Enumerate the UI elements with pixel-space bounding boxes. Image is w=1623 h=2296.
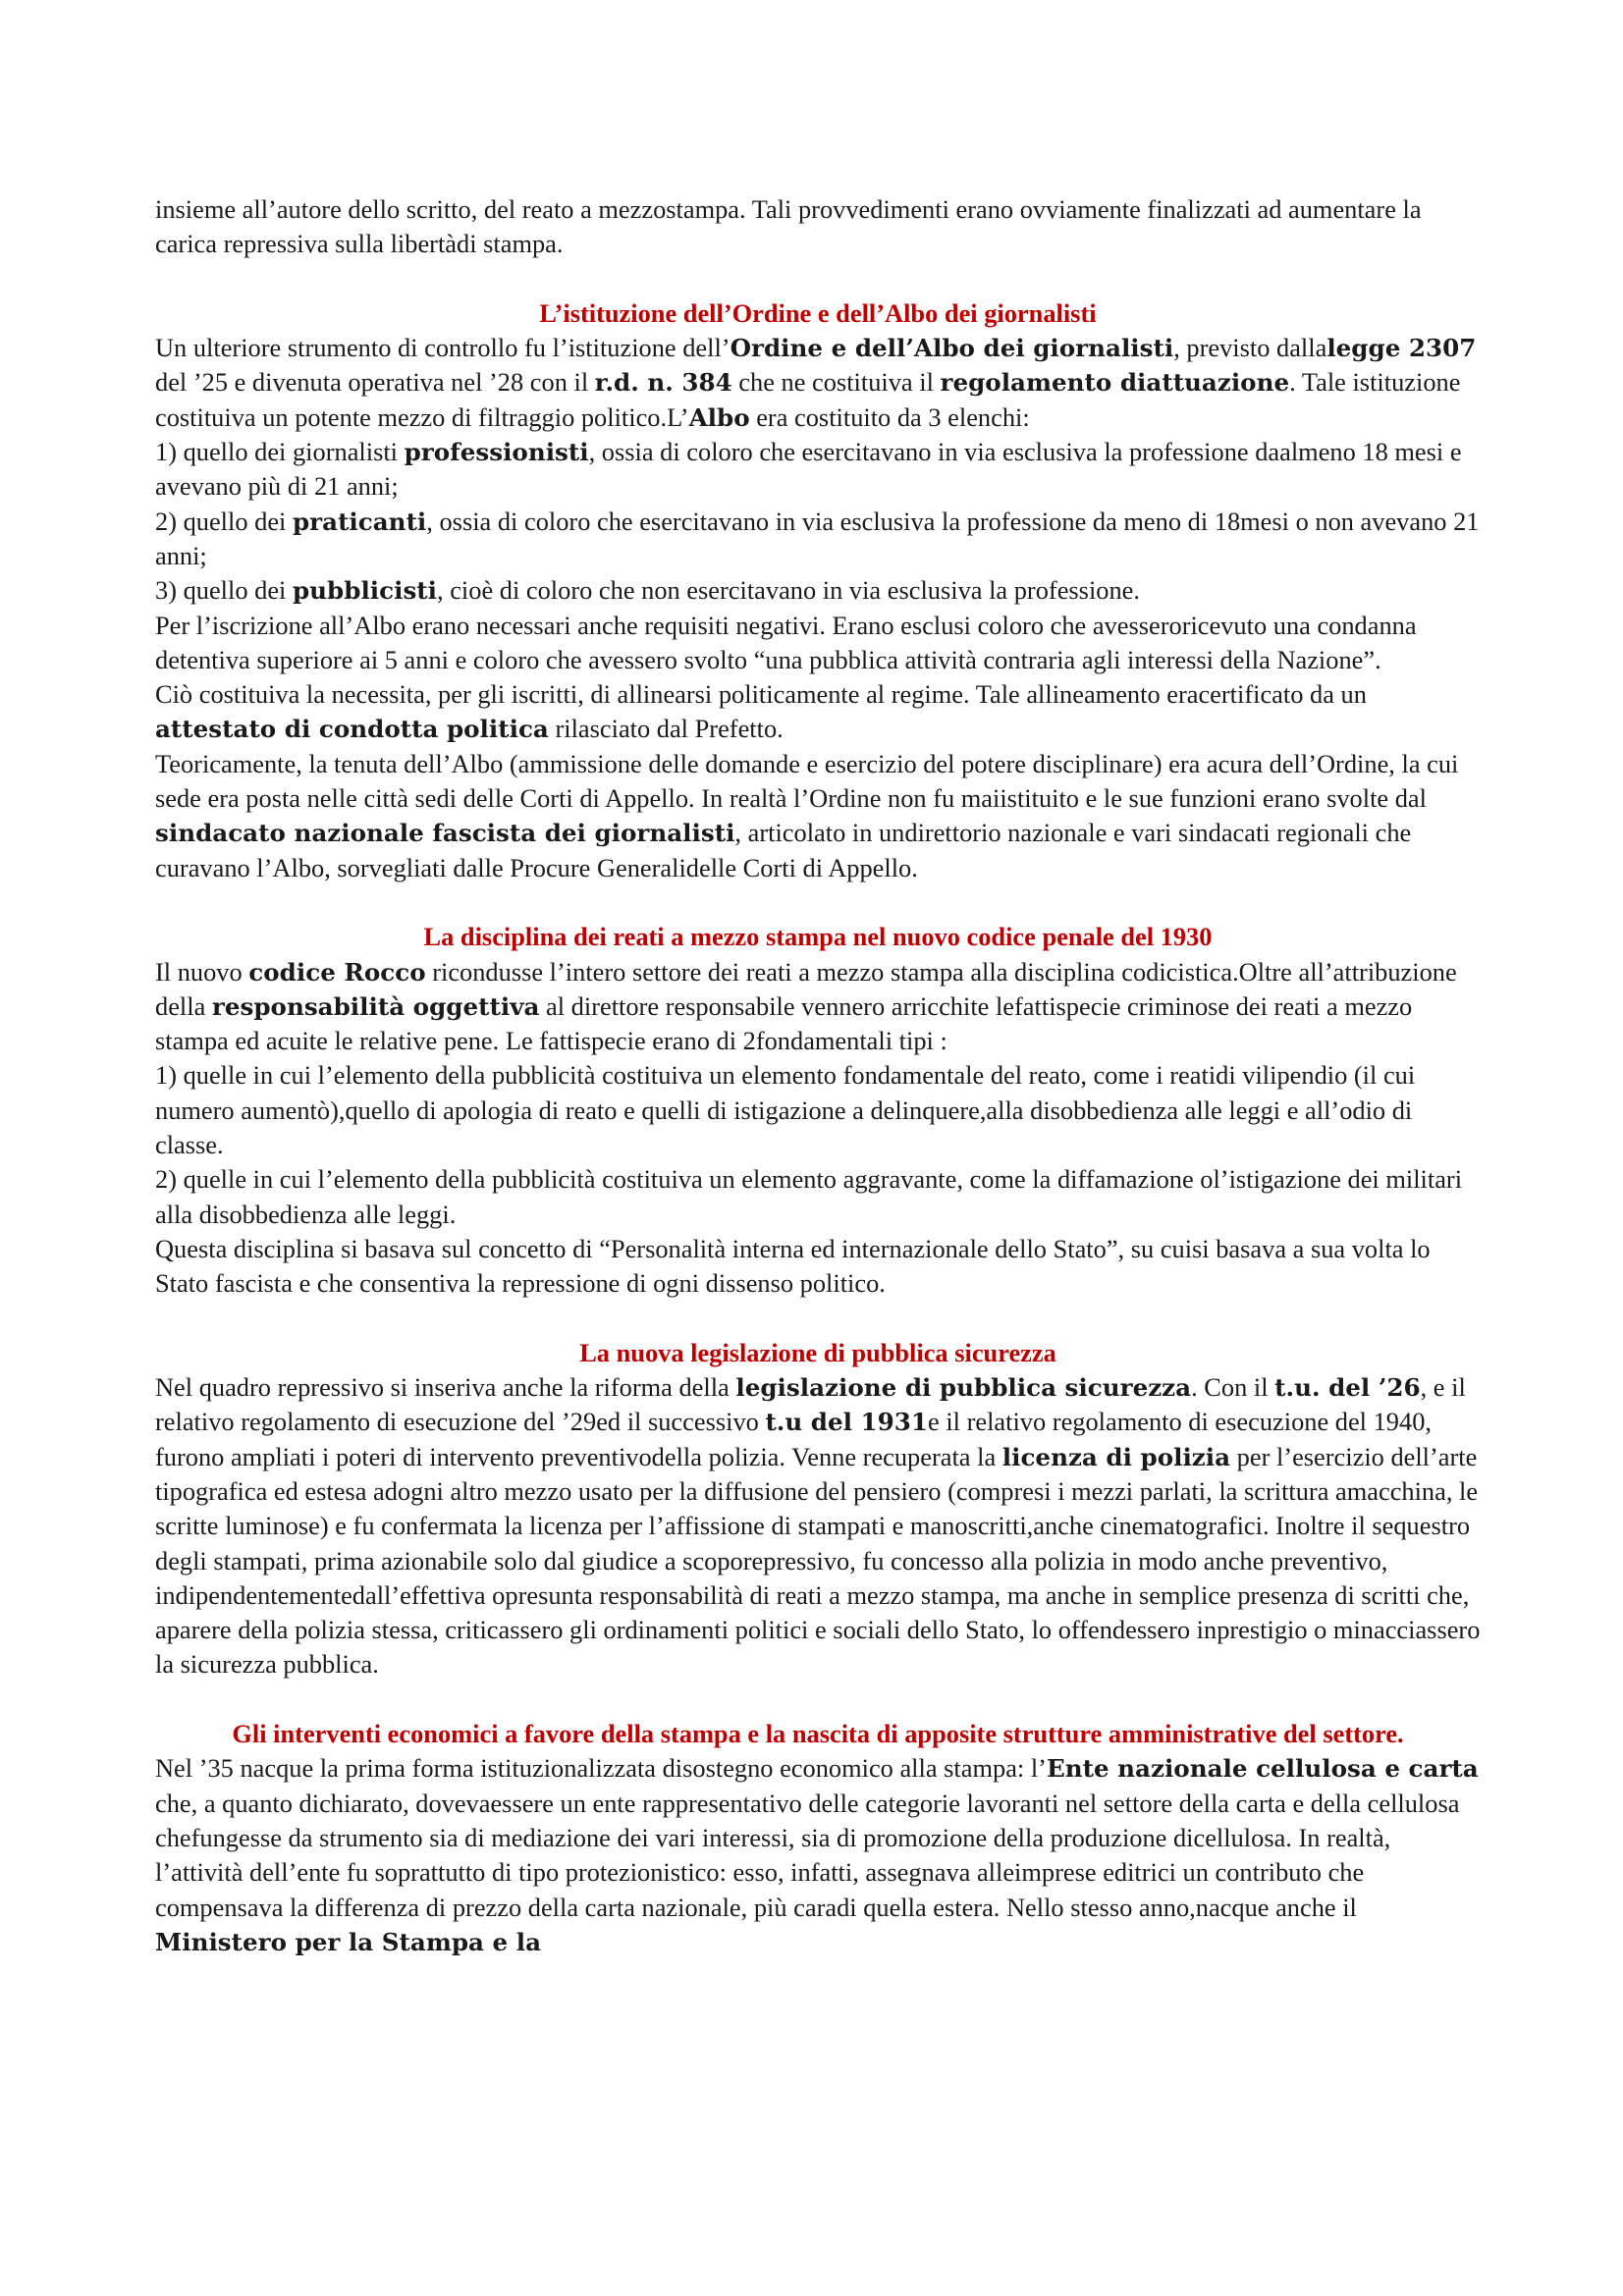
document-body <box>155 192 1481 1959</box>
paragraph-ente-cellulosa: Nel ’35 nacque la prima forma istituzionalizzata disostegno economico alla stampa: l’Ente nazionale cellulosa e carta che, a quanto dichiarato, dovevaessere un ente rappresentativo delle categorie lavoranti nel settore della carta e della cellulosa chefungesse da strumento sia di mediazione dei vari interessi, sia di promozione della produzione dicellulosa. In realtà, l’attività dell’ente fu soprattutto di tipo protezionistico: esso, infatti, assegnava alleimprese editrici un contributo che compensava la differenza di prezzo della carta nazionale, più caradi quella estera. Nello stesso anno,nacque anche il Ministero per la Stampa e la <box>155 1753 1479 1956</box>
paragraph-allineamento: Ciò costituiva la necessita, per gli iscritti, di allinearsi politicamente al regime. Tale allineamento eracertificato da un attestato di condotta politica rilasciato dal Prefetto. <box>155 679 1367 744</box>
list-item-professionisti: 1) quello dei giornalisti professionisti, ossia di coloro che esercitavano in via esclusiva la professione daalmeno 18 mesi e avevano più di 21 anni; <box>155 437 1462 502</box>
paragraph-tenuta-albo: Teoricamente, la tenuta dell’Albo (ammissione delle domande e esercizio del potere disciplinare) era acura dell’Ordine, la cui sede era posta nelle città sedi delle Corti di Appello. In realtà l’Ordine non fu maiistituito e le sue funzioni erano svolte dal sindacato nazionale fascista dei giornalisti, articolato in undirettorio nazionale e vari sindacati regionali che curavano l’Albo, sorvegliati dalle Procure Generalidelle Corti di Appello. <box>155 748 1459 882</box>
list-item-pubblicita-aggravante: 2) quelle in cui l’elemento della pubblicità costituiva un elemento aggravante, come la diffamazione ol’istigazione dei militari alla disobbedienza alle leggi. <box>155 1164 1463 1229</box>
section-heading-codice-penale: La disciplina dei reati a mezzo stampa nel nuovo codice penale del 1930 <box>423 922 1213 952</box>
paragraph-ordine-albo: Un ulteriore strumento di controllo fu l’istituzione dell’Ordine e dell’Albo dei giornalisti, previsto dallalegge 2307 del ’25 e divenuta operativa nel ’28 con il r.d. n. 384 che ne costituiva il regolamento diattuazione. Tale istituzione costituiva un potente mezzo di filtraggio politico.L’Albo era costituito da 3 elenchi: <box>155 333 1477 432</box>
list-item-pubblicisti: 3) quello dei pubblicisti, cioè di coloro che non esercitavano in via esclusiva la professione. <box>155 575 1140 606</box>
list-item-praticanti: 2) quello dei praticanti, ossia di coloro che esercitavano in via esclusiva la professione da meno di 18mesi o non avevano 21 anni; <box>155 506 1480 570</box>
intro-paragraph: insieme all’autore dello scritto, del reato a mezzostampa. Tali provvedimenti erano ovviamente finalizzati ad aumentare la carica repressiva sulla libertàdi stampa. <box>155 194 1422 259</box>
paragraph-personalita-stato: Questa disciplina si basava sul concetto di “Personalità interna ed internazionale dello Stato”, su cuisi basava a sua volta lo Stato fascista e che consentiva la repressione di ogni dissenso politico. <box>155 1233 1431 1299</box>
section-heading-ordine-albo: L’istituzione dell’Ordine e dell’Albo dei giornalisti <box>539 297 1097 328</box>
section-heading-pubblica-sicurezza: La nuova legislazione di pubblica sicurezza <box>579 1337 1056 1367</box>
paragraph-requisiti: Per l’iscrizione all’Albo erano necessari anche requisiti negativi. Erano esclusi coloro che avesseroricevuto una condanna detentiva superiore ai 5 anni e coloro che avessero svolto “una pubblica attività contraria agli interessi della Nazione”. <box>155 610 1417 674</box>
paragraph-codice-rocco: Il nuovo codice Rocco ricondusse l’intero settore dei reati a mezzo stampa alla disciplina codicistica.Oltre all’attribuzione della responsabilità oggettiva al direttore responsabile vennero arricchite lefattispecie criminose dei reati a mezzo stampa ed acuite le relative pene. Le fattispecie erano di 2fondamentali tipi : <box>155 956 1457 1056</box>
section-heading-interventi-economici: Gli interventi economici a favore della stampa e la nascita di apposite strutture amministrative del settore. <box>232 1719 1404 1749</box>
paragraph-pubblica-sicurezza: Nel quadro repressivo si inseriva anche la riforma della legislazione di pubblica sicurezza. Con il t.u. del ’26, e il relativo regolamento di esecuzione del ’29ed il successivo t.u del 1931e il relativo regolamento di esecuzione del 1940, furono ampliati i poteri di intervento preventivodella polizia. Venne recuperata la licenza di polizia per l’esercizio dell’arte tipografica ed estesa adogni altro mezzo usato per la diffusione del pensiero (compresi i mezzi parlati, la scrittura amacchina, le scritte luminose) e fu confermata la licenza per l’affissione di stampati e manoscritti,anche cinematografici. Inoltre il sequestro degli stampati, prima azionabile solo dal giudice a scoporepressivo, fu concesso alla polizia in modo anche preventivo, indipendentementedall’effettiva opresunta responsabilità di reati a mezzo stampa, ma anche in semplice presenza di scritti che, aparere della polizia stessa, criticassero gli ordinamenti politici e sociali dello Stato, lo offendessero inprestigio o minacciassero la sicurezza pubblica. <box>155 1372 1481 1680</box>
list-item-pubblicita-fondamentale: 1) quelle in cui l’elemento della pubblicità costituiva un elemento fondamentale del reato, come i reatidi vilipendio (il cui numero aumentò),quello di apologia di reato e quelli di istigazione a delinquere,alla disobbedienza alle leggi e all’odio di classe. <box>155 1060 1416 1160</box>
